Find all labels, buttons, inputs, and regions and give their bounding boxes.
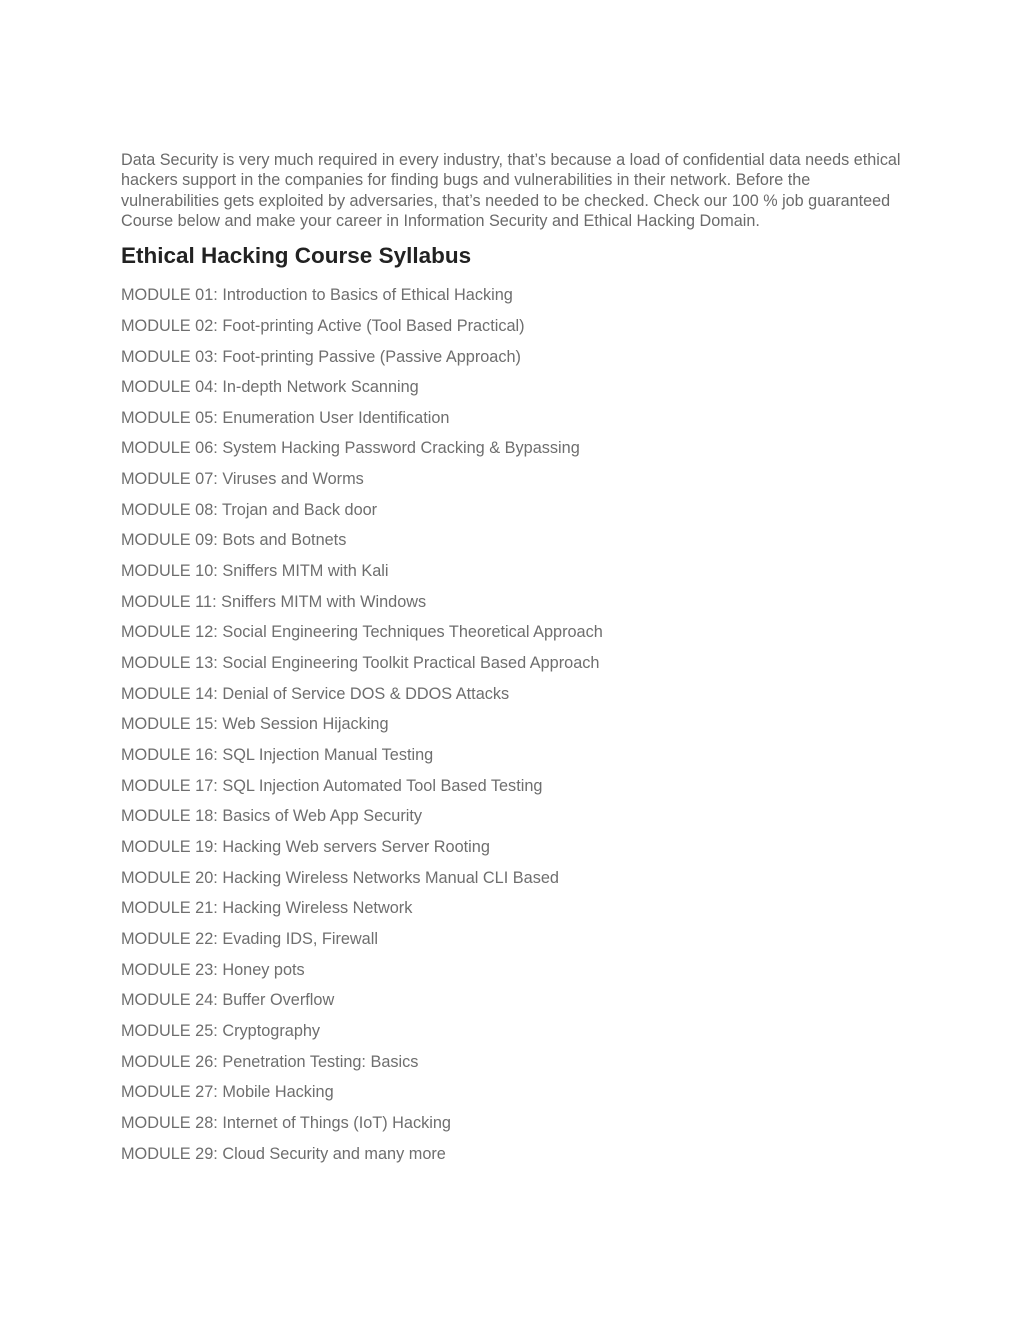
module-item: MODULE 27: Mobile Hacking (121, 1083, 334, 1102)
module-item: MODULE 14: Denial of Service DOS & DDOS Attacks (121, 684, 510, 703)
module-item: MODULE 04: In-depth Network Scanning (121, 378, 419, 397)
module-item: MODULE 18: Basics of Web App Security (121, 807, 423, 826)
module-item: MODULE 05: Enumeration User Identification (121, 408, 450, 427)
module-item: MODULE 23: Honey pots (121, 960, 305, 979)
module-item: MODULE 15: Web Session Hijacking (121, 715, 389, 734)
module-item: MODULE 24: Buffer Overflow (121, 991, 335, 1010)
module-item: MODULE 06: System Hacking Password Cracking & Bypassing (121, 439, 580, 458)
module-item: MODULE 09: Bots and Botnets (121, 531, 347, 550)
module-item: MODULE 07: Viruses and Worms (121, 470, 364, 489)
module-item: MODULE 10: Sniffers MITM with Kali (121, 562, 389, 581)
module-item: MODULE 28: Internet of Things (IoT) Hacking (121, 1113, 451, 1132)
module-item: MODULE 26: Penetration Testing: Basics (121, 1052, 419, 1071)
module-item: MODULE 21: Hacking Wireless Network (121, 899, 413, 918)
intro-paragraph: Data Security is very much required in every industry, that’s because a load of confidential data needs ethical hackers support in the companies for finding bugs and vulnerabilities in their network. Before the vulnerabilities gets exploited by adversaries, that’s needed to be checked. Check our 100 % job guaranteed Course below and make your career in Information Security and Ethical Hacking Domain. (121, 151, 901, 230)
module-item: MODULE 16: SQL Injection Manual Testing (121, 746, 434, 765)
module-list (121, 280, 911, 1169)
module-item: MODULE 29: Cloud Security and many more (121, 1144, 446, 1163)
module-item: MODULE 03: Foot-printing Passive (Passive Approach) (121, 347, 521, 366)
module-item: MODULE 02: Foot-printing Active (Tool Based Practical) (121, 316, 525, 335)
syllabus-heading: Ethical Hacking Course Syllabus (121, 243, 472, 269)
module-item: MODULE 08: Trojan and Back door (121, 500, 378, 519)
module-item: MODULE 17: SQL Injection Automated Tool Based Testing (121, 776, 543, 795)
module-item: MODULE 25: Cryptography (121, 1021, 321, 1040)
module-item: MODULE 12: Social Engineering Techniques Theoretical Approach (121, 623, 603, 642)
module-item: MODULE 19: Hacking Web servers Server Rooting (121, 838, 490, 856)
module-item: MODULE 22: Evading IDS, Firewall (121, 929, 378, 948)
module-item: MODULE 01: Introduction to Basics of Ethical Hacking (121, 286, 513, 305)
document-page (121, 150, 911, 1169)
module-item: MODULE 11: Sniffers MITM with Windows (121, 592, 427, 611)
module-item: MODULE 20: Hacking Wireless Networks Manual CLI Based (121, 868, 559, 887)
module-item: MODULE 13: Social Engineering Toolkit Practical Based Approach (121, 654, 600, 673)
